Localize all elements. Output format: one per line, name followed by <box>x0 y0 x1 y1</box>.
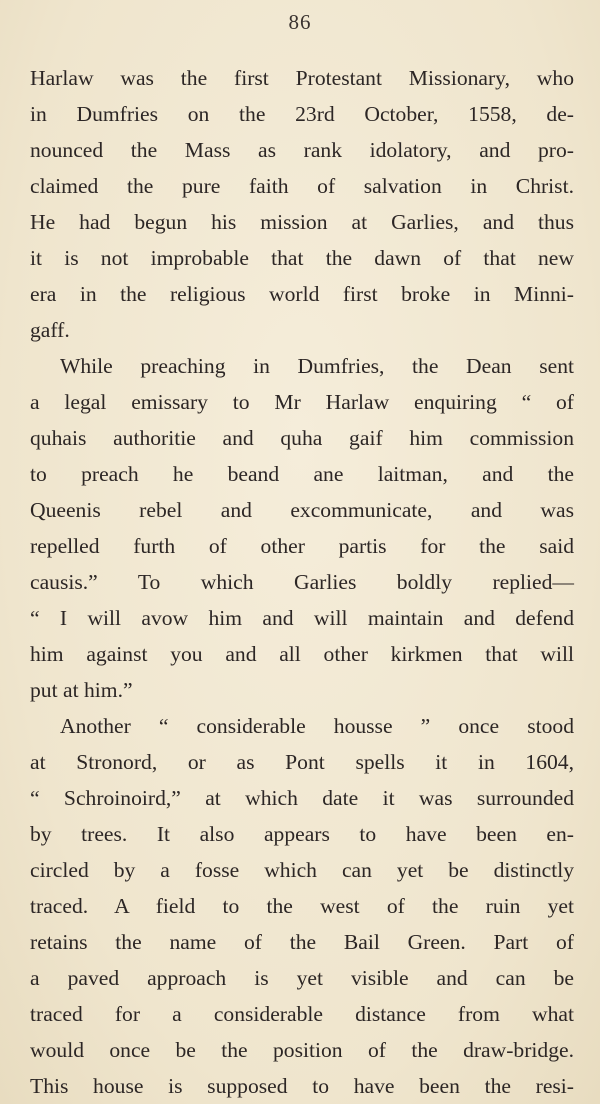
text-line: traced for a considerable distance from what <box>30 1002 574 1026</box>
text-line: repelled furth of other partis for the said <box>30 534 574 558</box>
text-line: While preaching in Dumfries, the Dean sent <box>60 354 574 378</box>
text-line: era in the religious world first broke in Minni- <box>30 282 574 306</box>
text-line: gaff. <box>30 318 70 342</box>
text-line: nounced the Mass as rank idolatory, and pro- <box>30 138 574 162</box>
text-line: to preach he beand ane laitman, and the <box>30 462 574 486</box>
body-text <box>30 60 574 1104</box>
text-line: him against you and all other kirkmen that will <box>30 642 574 666</box>
text-line: would once be the position of the draw-bridge. <box>30 1038 574 1062</box>
text-line: a legal emissary to Mr Harlaw enquiring “ of <box>30 390 574 414</box>
text-line: “ I will avow him and will maintain and defend <box>30 606 574 630</box>
text-line: traced. A field to the west of the ruin yet <box>30 894 574 918</box>
text-line: retains the name of the Bail Green. Part of <box>30 930 574 954</box>
text-line: causis.” To which Garlies boldly replied— <box>30 570 574 594</box>
text-line: Queenis rebel and excommunicate, and was <box>30 498 574 522</box>
text-line: a paved approach is yet visible and can be <box>30 966 574 990</box>
text-line: claimed the pure faith of salvation in Christ. <box>30 174 574 198</box>
text-line: “ Schroinoird,” at which date it was surrounded <box>30 786 574 810</box>
text-line: circled by a fosse which can yet be distinctly <box>30 858 574 882</box>
text-line: in Dumfries on the 23rd October, 1558, de- <box>30 102 574 126</box>
text-line: Harlaw was the first Protestant Missionary, who <box>30 66 574 90</box>
text-line: He had begun his mission at Garlies, and thus <box>30 210 574 234</box>
text-line: quhais authoritie and quha gaif him commission <box>30 426 574 450</box>
page-number: 86 <box>288 10 312 34</box>
text-line: put at him.” <box>30 678 133 702</box>
text-line: by trees. It also appears to have been en- <box>30 822 574 846</box>
text-line: it is not improbable that the dawn of that new <box>30 246 574 270</box>
text-line: at Stronord, or as Pont spells it in 1604, <box>30 750 574 774</box>
text-line: Another “ considerable housse ” once stood <box>60 714 574 738</box>
text-line: This house is supposed to have been the resi- <box>30 1074 574 1098</box>
